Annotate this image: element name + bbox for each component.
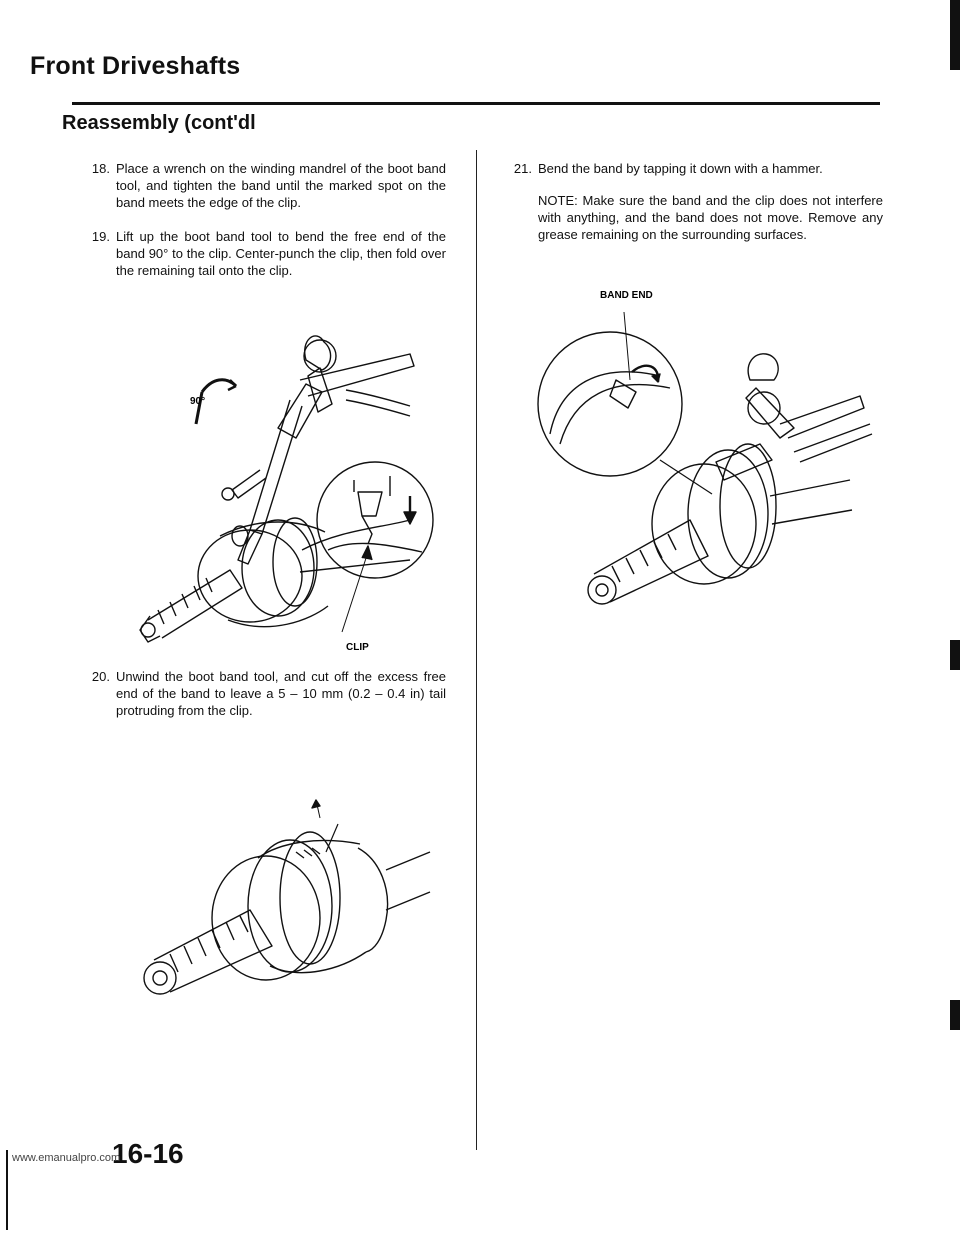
note-text: NOTE: Make sure the band and the clip does not interfere with anything, and the band does not move. Remove any grease remaining on the surrounding surfaces.	[538, 193, 883, 242]
figure-trimmed-band	[130, 760, 440, 1010]
figure-boot-band-tool	[110, 320, 460, 660]
edge-mark	[950, 1000, 960, 1030]
step-text: Bend the band by tapping it down with a hammer.	[538, 161, 823, 176]
step-20	[91, 668, 446, 719]
edge-mark	[950, 0, 960, 70]
step-18	[91, 160, 446, 211]
step-number: 20.	[91, 669, 110, 684]
figure-hammer-band	[520, 284, 880, 624]
step-19	[91, 228, 446, 279]
edge-mark	[6, 1150, 8, 1230]
title-rule	[72, 102, 880, 105]
edge-mark	[950, 640, 960, 670]
step-number: 18.	[91, 161, 110, 176]
step-number: 21.	[513, 161, 532, 176]
website-footer: www.emanualpro.com	[12, 1152, 121, 1164]
step-text: Unwind the boot band tool, and cut off the excess free end of the band to leave a 5 – 10 mm (0.2 – 0.4 in) tail protruding from the clip.	[116, 669, 446, 718]
step-text: Lift up the boot band tool to bend the free end of the band 90° to the clip. Center-punch the clip, then fold over the remaining tail onto the clip.	[116, 229, 446, 278]
clip-label: CLIP	[346, 642, 369, 653]
step-21	[513, 160, 883, 177]
column-divider	[476, 150, 477, 1150]
step-text: Place a wrench on the winding mandrel of the boot band tool, and tighten the band until the marked spot on the band meets the edge of the clip.	[116, 161, 446, 210]
section-heading: Reassembly (cont'dl	[62, 112, 256, 134]
page-number: 16-16	[112, 1138, 184, 1169]
step-number: 19.	[91, 229, 110, 244]
angle-label: 90°	[190, 396, 206, 407]
page-title: Front Driveshafts	[30, 52, 241, 80]
band-end-label: BAND END	[600, 290, 653, 301]
